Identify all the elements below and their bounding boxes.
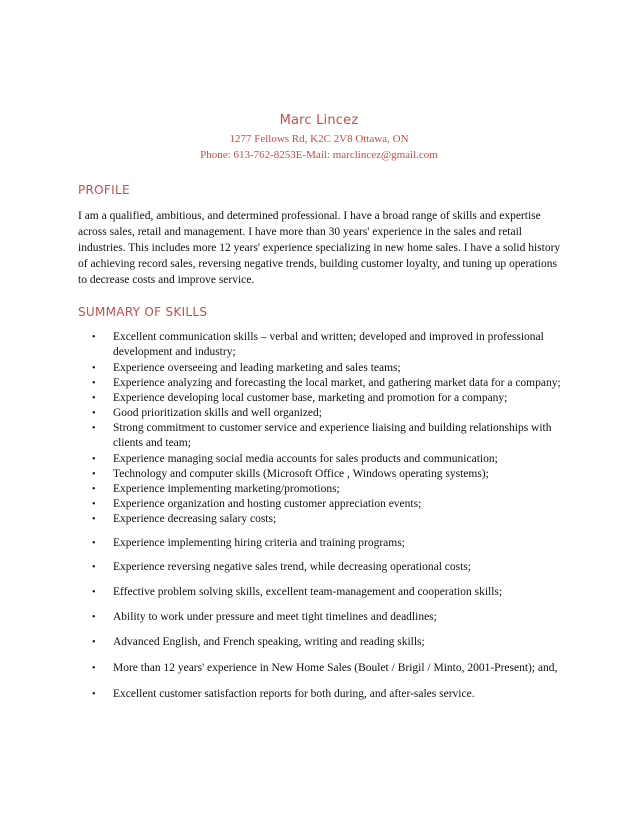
skill-item <box>78 452 578 467</box>
skill-item <box>78 467 578 482</box>
resume-name: Marc Lincez <box>279 113 359 128</box>
skills-heading: SUMMARY OF SKILLS <box>78 305 208 319</box>
resume-contact: Phone: 613-762-8253E-Mail: marclincez@gmail.com <box>200 149 438 161</box>
skill-item <box>78 482 578 497</box>
bullet-icon: • <box>92 408 96 419</box>
skill-item <box>78 661 578 676</box>
bullet-icon: • <box>92 332 96 343</box>
bullet-icon: • <box>92 637 96 648</box>
bullet-icon: • <box>92 514 96 525</box>
skill-text: Good prioritization skills and well organized; <box>113 407 322 419</box>
skill-item <box>78 361 578 376</box>
skill-text: Experience decreasing salary costs; <box>113 513 277 525</box>
skill-text: Experience analyzing and forecasting the local market, and gathering market data for a company; <box>113 377 561 389</box>
skill-text: Advanced English, and French speaking, writing and reading skills; <box>113 636 425 648</box>
skill-item <box>78 512 578 527</box>
bullet-icon: • <box>92 663 96 674</box>
skill-text: Technology and computer skills (Microsoft Office , Windows operating systems); <box>113 468 489 480</box>
bullet-icon: • <box>92 469 96 480</box>
skill-item <box>78 376 578 391</box>
bullet-icon: • <box>92 393 96 404</box>
bullet-icon: • <box>92 499 96 510</box>
bullet-icon: • <box>92 423 96 434</box>
skill-text: Experience implementing marketing/promotions; <box>113 483 340 495</box>
profile-heading: PROFILE <box>78 183 130 197</box>
skill-item <box>78 330 578 360</box>
skill-item <box>78 536 578 551</box>
skill-item <box>78 635 578 650</box>
skill-text: Excellent communication skills – verbal and written; developed and improved in professional development and industry; <box>113 331 544 358</box>
skill-text: Experience managing social media accounts for sales products and communication; <box>113 453 498 465</box>
bullet-icon: • <box>92 378 96 389</box>
bullet-icon: • <box>92 363 96 374</box>
skill-item <box>78 585 578 600</box>
skill-item <box>78 497 578 512</box>
skill-text: Ability to work under pressure and meet tight timelines and deadlines; <box>113 611 437 623</box>
bullet-icon: • <box>92 562 96 573</box>
skill-item <box>78 687 578 702</box>
skill-text: Experience implementing hiring criteria and training programs; <box>113 537 405 549</box>
skill-text: More than 12 years' experience in New Home Sales (Boulet / Brigil / Minto, 2001-Present); and, <box>113 662 558 674</box>
bullet-icon: • <box>92 484 96 495</box>
skill-text: Strong commitment to customer service and experience liaising and building relationships with clients and team; <box>113 422 552 449</box>
skill-item <box>78 610 578 625</box>
bullet-icon: • <box>92 454 96 465</box>
skill-item <box>78 560 578 575</box>
bullet-icon: • <box>92 612 96 623</box>
skill-item <box>78 421 578 451</box>
bullet-icon: • <box>92 538 96 549</box>
skill-item <box>78 406 578 421</box>
skill-text: Experience overseeing and leading marketing and sales teams; <box>113 362 401 374</box>
skill-text: Experience organization and hosting customer appreciation events; <box>113 498 422 510</box>
skill-text: Excellent customer satisfaction reports for both during, and after-sales service. <box>113 688 475 700</box>
bullet-icon: • <box>92 689 96 700</box>
skill-text: Experience reversing negative sales trend, while decreasing operational costs; <box>113 561 471 573</box>
skill-text: Effective problem solving skills, excellent team-management and cooperation skills; <box>113 586 503 598</box>
skill-item <box>78 391 578 406</box>
bullet-icon: • <box>92 587 96 598</box>
profile-text: I am a qualified, ambitious, and determined professional. I have a broad range of skills and expertise across sales, retail and management. I have more than 30 years' experience in the sales and retail industries. This includes more 12 years' experience specializing in new home sales. I have a solid history of achieving record sales, reversing negative trends, building customer loyalty, and tuning up operations to decrease costs and improve service. <box>78 210 561 286</box>
skill-text: Experience developing local customer base, marketing and promotion for a company; <box>113 392 508 404</box>
resume-address: 1277 Fellows Rd, K2C 2V8 Ottawa, ON <box>229 133 409 145</box>
